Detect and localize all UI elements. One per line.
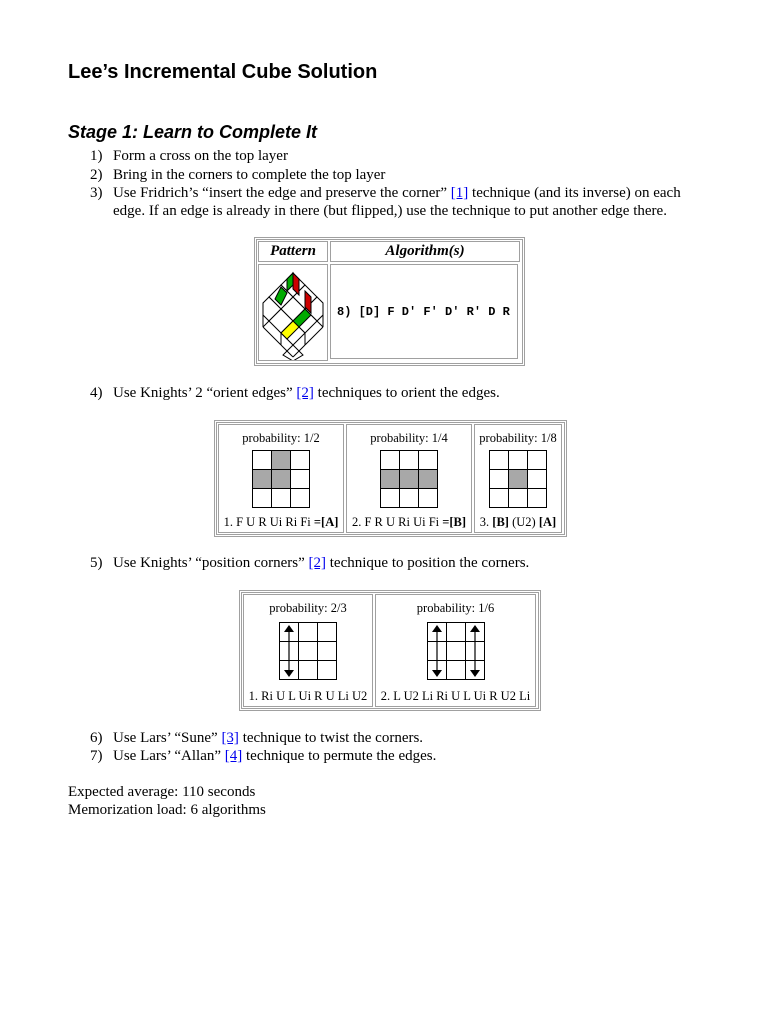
orient-case-3: [474, 424, 562, 533]
algorithm-cell: [330, 264, 518, 359]
grid-cell: [272, 451, 291, 470]
grid-cell: [291, 470, 310, 489]
orient-case-1: [218, 424, 344, 533]
page-title: Lee’s Incremental Cube Solution: [68, 61, 378, 83]
corner-swap-diagram: [279, 622, 339, 682]
grid-cell: [419, 451, 438, 470]
pattern-table: [254, 237, 525, 366]
corner-case-1: [243, 594, 373, 707]
grid-cell: [490, 489, 509, 508]
grid-cell: [291, 489, 310, 508]
step-3: [90, 184, 710, 220]
grid-cell: [528, 451, 547, 470]
probability-label: probability: 1/6: [416, 601, 495, 615]
step-text: Use Fridrich’s “insert the edge and preserve the corner” [1] technique (and its inverse) on each edge. If an edge is already in there (but flipped,) use the technique to put another edge there.: [113, 185, 681, 219]
probability-label: probability: 1/2: [242, 431, 320, 445]
algorithm-label: 1. Ri U L Ui R U Li U2: [248, 689, 368, 703]
step-7: [90, 747, 710, 765]
grid-cell: [528, 489, 547, 508]
ref-link-2b[interactable]: [2]: [308, 555, 327, 571]
ref-link-4[interactable]: [4]: [224, 748, 243, 764]
grid-cell: [381, 470, 400, 489]
edge-grid: [380, 450, 440, 510]
probability-label: probability: 1/8: [479, 431, 557, 445]
grid-cell: [400, 451, 419, 470]
grid-cell: [253, 451, 272, 470]
orient-edges-table: [214, 420, 567, 537]
step-number: 3): [90, 185, 103, 201]
stage-heading: Stage 1: Learn to Complete It: [68, 122, 318, 142]
probability-label: probability: 2/3: [269, 601, 347, 615]
cube-pattern-icon: [259, 265, 327, 360]
grid-cell: [509, 451, 528, 470]
grid-cell: [253, 470, 272, 489]
grid-cell: [490, 470, 509, 489]
grid-cell: [509, 470, 528, 489]
grid-cell: [509, 489, 528, 508]
memorization-load: Memorization load: 6 algorithms: [68, 802, 266, 818]
position-corners-table: [239, 590, 541, 711]
step-text: Bring in the corners to complete the top layer: [113, 167, 386, 183]
algorithm-label: 1. F U R Ui Ri Fi =[A]: [223, 515, 339, 529]
step-2: [90, 166, 710, 184]
grid-cell: [272, 470, 291, 489]
algorithm-label: 2. F R U Ri Ui Fi =[B]: [351, 515, 467, 529]
step-1: [90, 147, 710, 165]
grid-cell: [528, 470, 547, 489]
grid-cell: [272, 489, 291, 508]
algorithm-label: 3. [B] (U2) [A]: [479, 515, 557, 529]
grid-cell: [400, 489, 419, 508]
grid-cell: [253, 489, 272, 508]
grid-cell: [381, 451, 400, 470]
algorithm-header: Algorithm(s): [330, 241, 520, 262]
step-text: Use Lars’ “Allan” [4] technique to permute the edges.: [113, 748, 437, 764]
corner-swap-diagram: [427, 622, 487, 682]
grid-cell: [400, 470, 419, 489]
edge-grid: [252, 450, 312, 510]
grid-cell: [490, 451, 509, 470]
step-number: 6): [90, 730, 103, 746]
grid-cell: [291, 451, 310, 470]
algorithm-label: 2. L U2 Li Ri U L Ui R U2 Li: [380, 689, 531, 703]
pattern-header: Pattern: [258, 241, 328, 262]
step-text: Form a cross on the top layer: [113, 148, 288, 164]
step-4: [90, 384, 710, 402]
step-text: Use Lars’ “Sune” [3] technique to twist the corners.: [113, 730, 424, 746]
step-number: 4): [90, 385, 103, 401]
orient-case-2: [346, 424, 472, 533]
pattern-cell: [258, 264, 328, 361]
ref-link-2[interactable]: [2]: [296, 385, 314, 401]
probability-label: probability: 1/4: [370, 431, 448, 445]
grid-cell: [381, 489, 400, 508]
step-5: [90, 554, 710, 572]
edge-grid: [489, 450, 549, 510]
corner-case-2: [375, 594, 536, 707]
step-text: Use Knights’ “position corners” [2] technique to position the corners.: [113, 555, 530, 571]
step-number: 2): [90, 167, 103, 183]
grid-cell: [419, 470, 438, 489]
algorithm-text: 8) [D] F D' F' D' R' D R: [337, 304, 510, 319]
step-6: [90, 729, 710, 747]
step-number: 5): [90, 555, 103, 571]
grid-cell: [419, 489, 438, 508]
step-number: 7): [90, 748, 103, 764]
expected-average: Expected average: 110 seconds: [68, 784, 256, 800]
ref-link-3[interactable]: [3]: [221, 730, 239, 746]
step-text: Use Knights’ 2 “orient edges” [2] techniques to orient the edges.: [113, 385, 500, 401]
step-number: 1): [90, 148, 103, 164]
ref-link-1[interactable]: [1]: [450, 185, 469, 201]
